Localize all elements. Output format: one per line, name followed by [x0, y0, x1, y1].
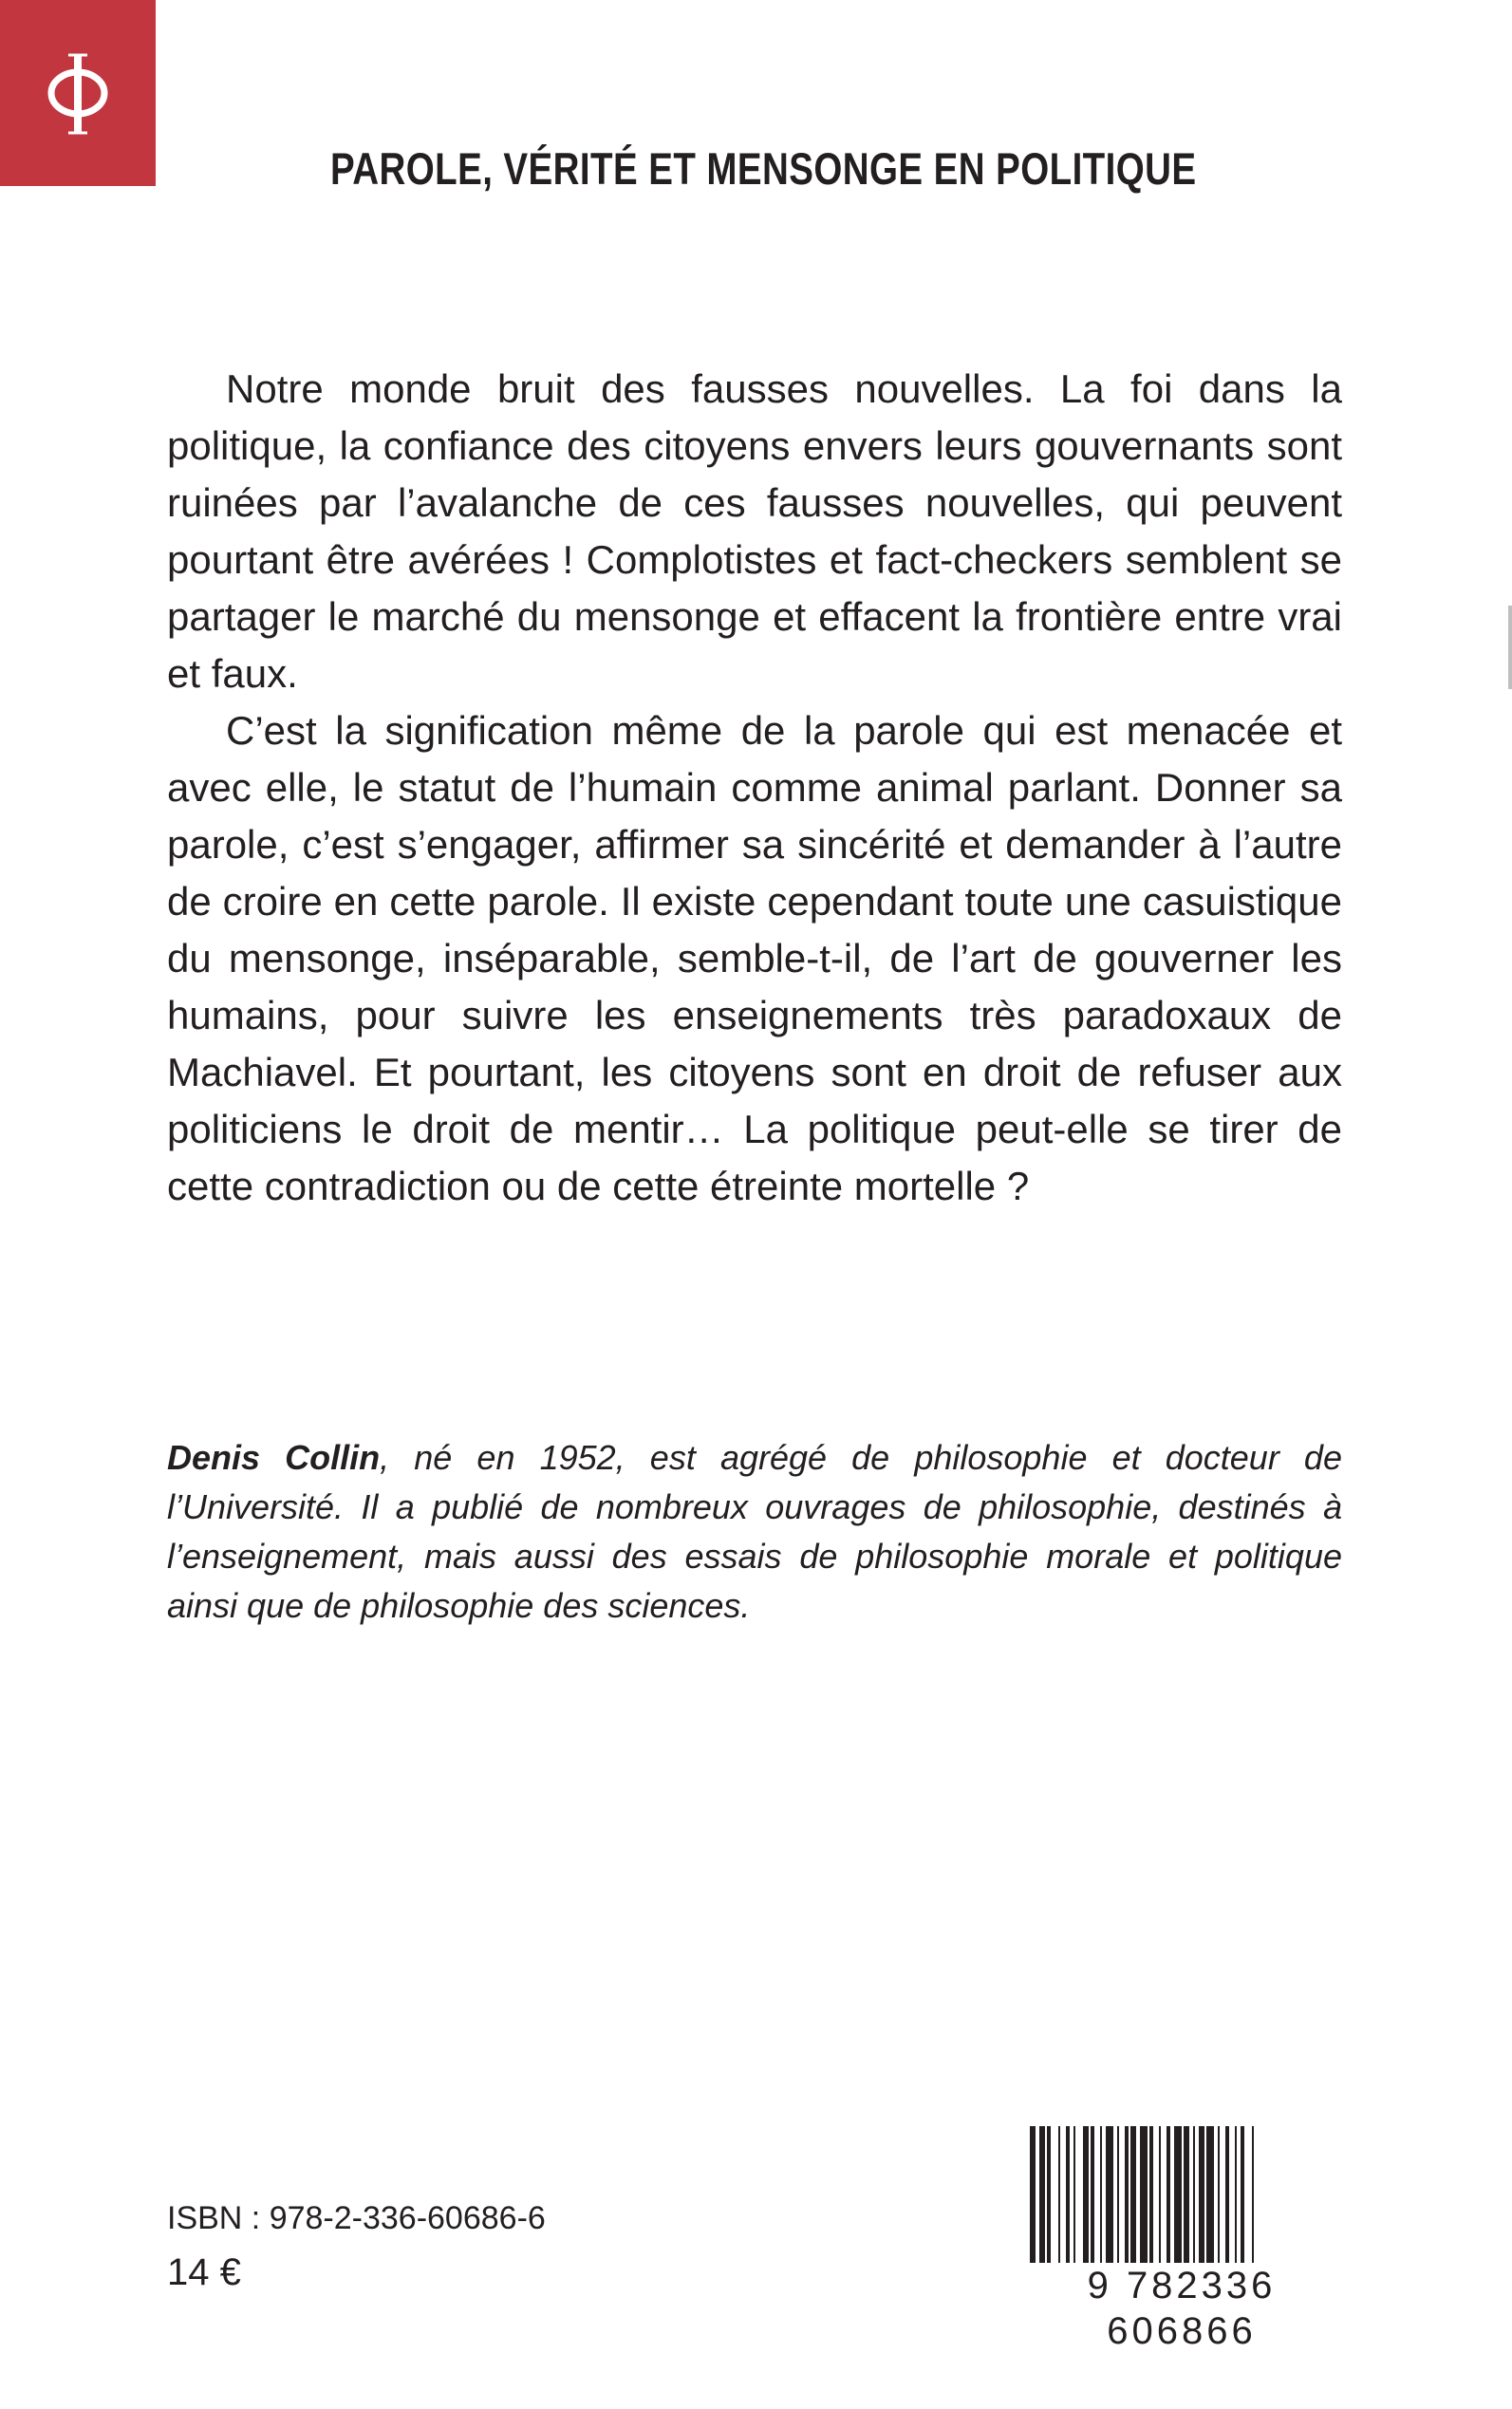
barcode-bar: [1066, 2126, 1070, 2269]
author-name: Denis Collin: [167, 1438, 381, 1477]
barcode-bar: [1100, 2126, 1102, 2269]
blurb: [167, 361, 1342, 1215]
barcode-digits: 9 782336 606866: [1006, 2263, 1357, 2354]
barcode-bar: [1218, 2126, 1220, 2269]
author-bio: [167, 1433, 1342, 1631]
barcode-bar: [1130, 2126, 1136, 2269]
barcode-bar: [1159, 2126, 1161, 2269]
barcode-bar: [1106, 2126, 1113, 2269]
isbn: ISBN : 978-2-336-60686-6: [167, 2200, 546, 2236]
barcode-bar: [1058, 2126, 1060, 2269]
barcode-bar: [1125, 2126, 1129, 2269]
author-bio-text: , né en 1952, est agrégé de philosophie et docteur de l’Université. Il a publié de nombreux ouvrages de philosophie, destinés à l’enseignement, mais aussi des essais de philosophie morale et politique ainsi que de philosophie des sciences.: [167, 1438, 1342, 1625]
barcode-bar: [1174, 2126, 1182, 2269]
spine-edge-mark: [1508, 606, 1512, 689]
barcode-bar: [1241, 2126, 1244, 2269]
barcode-bar: [1184, 2126, 1189, 2269]
barcode-bar: [1047, 2126, 1051, 2269]
blurb-paragraph-2: C’est la signification même de la parole qui est menacée et avec elle, le statut de l’humain comme animal parlant. Donner sa parole, c’est s’engager, affirmer sa sincérité et demander à l’autre de croire en cette parole. Il existe cependant toute une casuistique du mensonge, inséparable, semble-t-il, de l’art de gouverner les humains, pour suivre les enseignements très paradoxaux de Machiavel. Et pourtant, les citoyens sont en droit de refuser aux politiciens le droit de mentir… La politique peut-elle se tirer de cette contradiction ou de cette étreinte mortelle ?: [167, 708, 1342, 1208]
barcode-bar: [1083, 2126, 1089, 2269]
barcode-bar: [1199, 2126, 1204, 2269]
barcode-bar: [1117, 2126, 1119, 2269]
barcode-bar: [1167, 2126, 1170, 2269]
barcode-bar: [1073, 2126, 1075, 2269]
barcode-bar: [1193, 2126, 1195, 2269]
barcode-bar: [1206, 2126, 1214, 2269]
book-title: PAROLE, VÉRITÉ ET MENSONGE EN POLITIQUE: [330, 143, 1197, 194]
price: 14 €: [167, 2251, 241, 2293]
publisher-logo: [0, 0, 156, 186]
barcode-bar: [1091, 2126, 1094, 2269]
blurb-paragraph-1: Notre monde bruit des fausses nouvelles. La foi dans la politique, la confiance des citoyens envers leurs gouvernants sont ruinées par l’avalanche de ces fausses nouvelles, qui peuvent pourtant être avérées ! Complotistes et fact-checkers semblent se partager le marché du mensonge et effacent la frontière entre vrai et faux.: [167, 366, 1342, 696]
phi-icon: [40, 46, 116, 140]
barcode-bar: [1235, 2126, 1237, 2269]
barcode-bar: [1225, 2126, 1229, 2269]
